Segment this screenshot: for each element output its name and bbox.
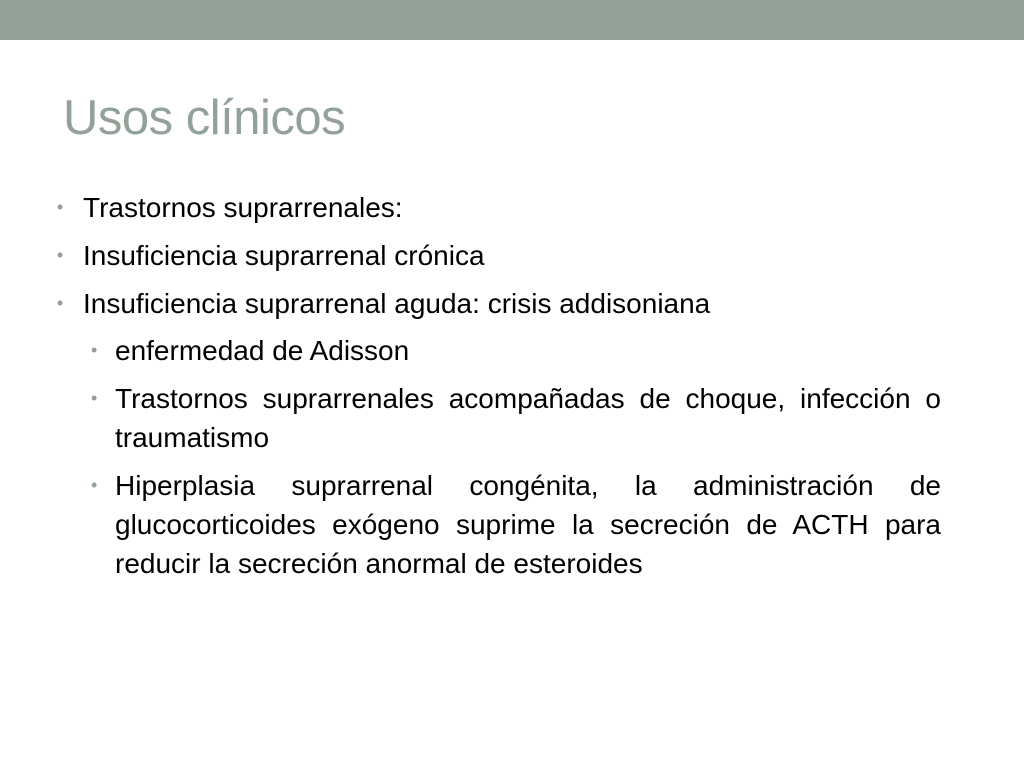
bullet-list xyxy=(57,187,941,592)
bullet-marker-icon: • xyxy=(91,340,98,360)
bullet-item xyxy=(57,235,941,276)
bullet-marker-icon: • xyxy=(91,388,98,408)
sub-bullet-item xyxy=(57,379,941,457)
bullet-marker-icon: • xyxy=(91,475,98,495)
bullet-text: Insuficiencia suprarrenal aguda: crisis addisoniana xyxy=(83,288,711,319)
bullet-marker-icon: • xyxy=(57,245,64,265)
slide-title: Usos clínicos xyxy=(63,91,346,145)
bullet-text: Trastornos suprarrenales: xyxy=(83,192,403,223)
bullet-marker-icon: • xyxy=(57,197,64,217)
header-accent-bar xyxy=(0,0,1024,40)
bullet-item xyxy=(57,283,941,324)
sub-bullet-item xyxy=(57,466,941,583)
sub-bullet-item xyxy=(57,331,941,370)
bullet-text: Hiperplasia suprarrenal congénita, la administración de glucocorticoides exógeno suprime la secreción de ACTH para reducir la secreción anormal de esteroides xyxy=(115,470,941,579)
bullet-text: enfermedad de Adisson xyxy=(115,335,410,366)
bullet-text: Insuficiencia suprarrenal crónica xyxy=(83,240,485,271)
bullet-item xyxy=(57,187,941,228)
bullet-marker-icon: • xyxy=(57,293,64,313)
bullet-text: Trastornos suprarrenales acompañadas de choque, infección o traumatismo xyxy=(115,383,941,453)
